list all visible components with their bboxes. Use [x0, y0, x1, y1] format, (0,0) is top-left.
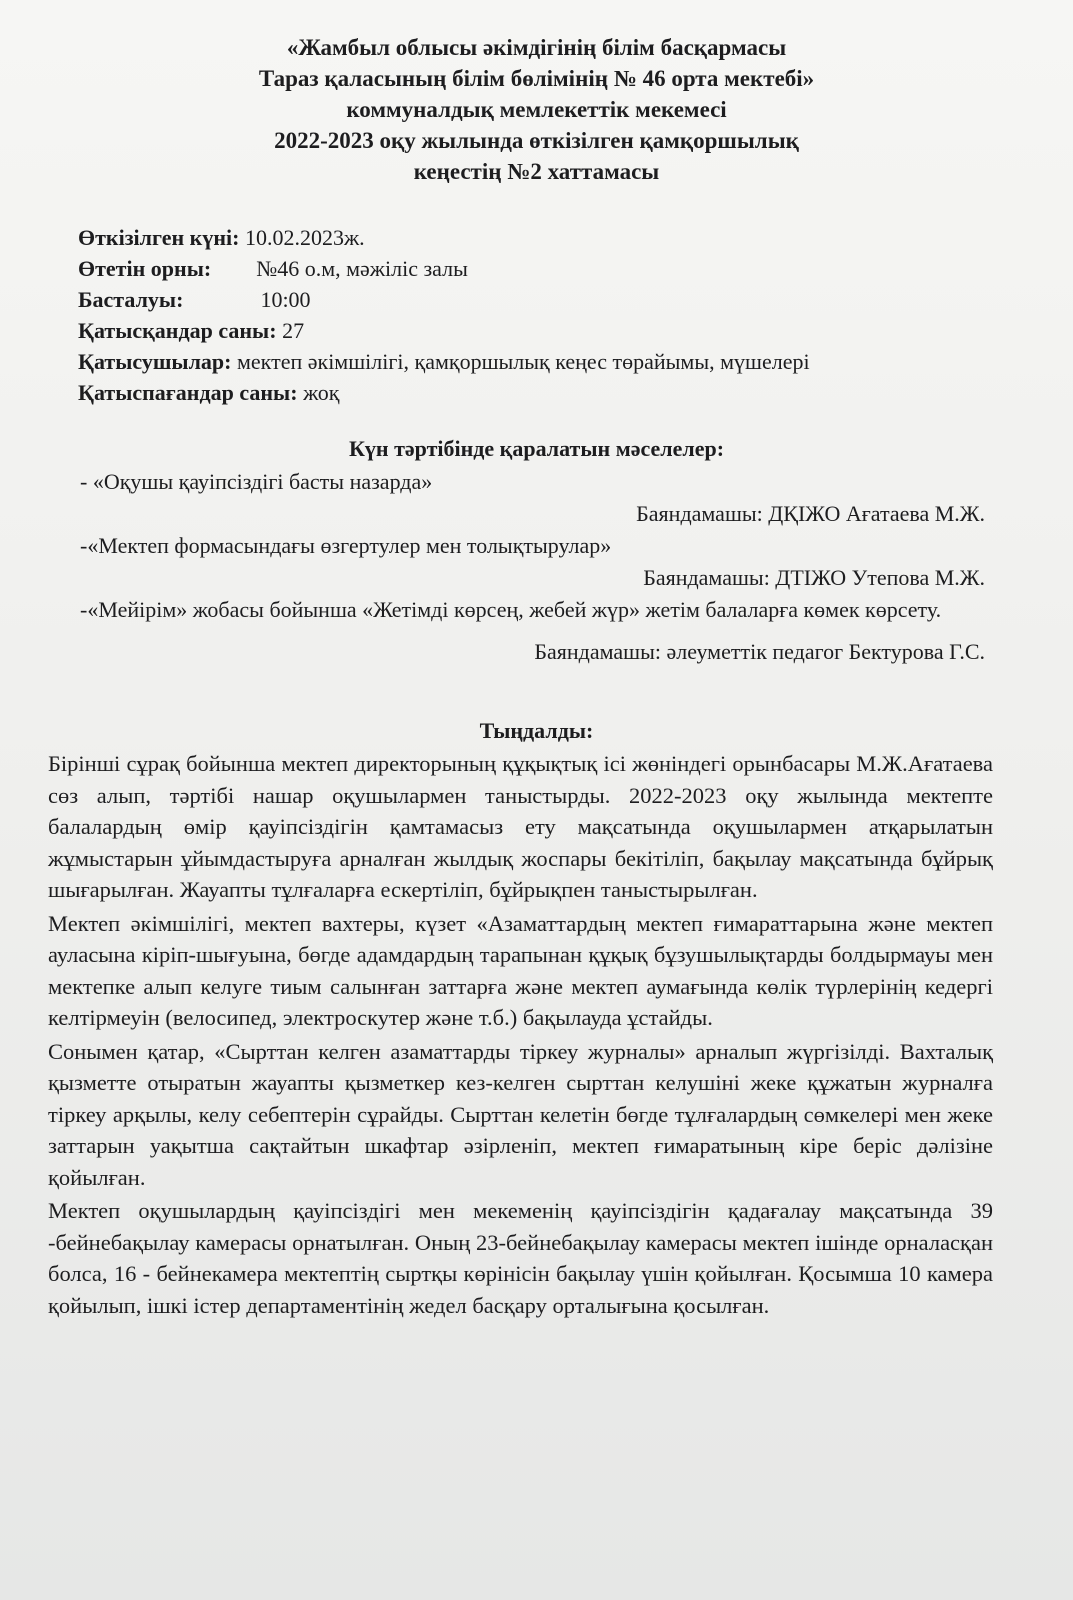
- body-paragraph: Бірінші сұрақ бойынша мектеп директорының құқықтық ісі жөніндегі орынбасары М.Ж.Ағатаева сөз алып, тәртібі нашар оқушылармен таныстырды. 2022-2023 оқу жылында мектепте балалардың өмір қауіпсіздігін қамтамасыз ету мақсатында оқушылармен атқарылатын жұмыстарын ұйымдастыруға арналған жылдық жоспары бекітіліп, бақылау мақсатында бұйрық шығарылған. Жауапты тұлғаларға ескертіліп, бұйрықпен таныстырылған.: [48, 751, 993, 902]
- participants-label: Қатысушылар:: [78, 349, 232, 374]
- heard-body: [48, 748, 993, 1323]
- absent-row: [78, 377, 1038, 408]
- header-line: коммуналдық мемлекеттік мекемесі: [346, 97, 727, 122]
- header-line: 2022-2023 оқу жылында өткізілген қамқоршылық: [274, 128, 799, 153]
- absent-label: Қатыспағандар саны:: [78, 380, 298, 405]
- date-row: [78, 222, 1038, 253]
- body-paragraph: Сонымен қатар, «Сырттан келген азаматтарды тіркеу журналы» арналып жүргізілді. Вахталық қызметте отыратын жауапты қызметкер кез-келген сырттан келушіні жеке құжатын журналға тіркеу арқылы, келу себептерін сұрайды. Сырттан келетін бөгде тұлғалардың сөмкелері мен жеке заттарын уақытша сақтайтын шкафтар әзірленіп, мектеп ғимаратының кіре беріс дәлізіне қойылған.: [48, 1038, 993, 1190]
- count-row: [78, 315, 1038, 346]
- agenda-title: Күн тәртібінде қаралатын мәселелер:: [348, 436, 725, 461]
- count-value: 27: [282, 318, 305, 343]
- participants-value: мектеп әкімшілігі, қамқоршылық кеңес төрайымы, мүшелері: [237, 349, 810, 374]
- count-label: Қатысқандар саны:: [78, 318, 277, 343]
- agenda-speaker: Баяндамашы: ДҚІЖО Ағатаева М.Ж.: [636, 501, 985, 526]
- body-paragraph: Мектеп оқушылардың қауіпсіздігі мен мекеменің қауіпсіздігін қадағалау мақсатында 39 -бейнебақылау камерасы орнатылған. Оның 23-бейнебақылау камерасы мектеп ішінде орналасқан болса, 16 - бейнекамера мектептің сыртқы көрінісін бақылау үшін қойылған. Қосымша 10 камера қойылып, ішкі істер департаментінің жедел басқару орталығына қосылған.: [48, 1198, 993, 1318]
- date-value: 10.02.2023ж.: [244, 225, 365, 250]
- place-label: Өтетін орны:: [78, 256, 212, 281]
- heard-title: Тыңдалды:: [479, 718, 594, 743]
- meeting-details: [78, 222, 1038, 408]
- agenda-list: [80, 466, 985, 668]
- body-paragraph: Мектеп әкімшілігі, мектеп вахтеры, күзет «Азаматтардың мектеп ғимараттарына және мектеп ауласына кіріп-шығуына, бөгде адамдардың тарапынан құқық бұзушылықтарды болдырмауы мен мектепке алып келуге тиым салынған заттарға және мектеп аумағында көлік түрлерінің кедергі келтірмеуін (велосипед, электроскутер және т.б.) бақылауда ұстайды.: [48, 910, 993, 1030]
- place-row: [78, 253, 1038, 284]
- date-label: Өткізілген күні:: [78, 225, 240, 250]
- start-value: 10:00: [260, 287, 311, 312]
- document-header: [0, 32, 1073, 187]
- agenda-speaker: Баяндамашы: әлеуметтік педагог Бектурова Г.С.: [534, 639, 985, 664]
- agenda-speaker: Баяндамашы: ДТІЖО Утепова М.Ж.: [643, 565, 985, 590]
- absent-value: жоқ: [303, 380, 340, 405]
- header-line: Тараз қаласының білім бөлімінің № 46 орта мектебі»: [258, 66, 815, 91]
- start-row: [78, 284, 1038, 315]
- agenda-item: -«Мейірім» жобасы бойынша «Жетімді көрсең, жебей жүр» жетім балаларға көмек көрсету.: [80, 597, 942, 622]
- agenda-item: - «Оқушы қауіпсіздігі басты назарда»: [80, 469, 433, 494]
- header-line: кеңестің №2 хаттамасы: [413, 159, 660, 184]
- participants-row: [78, 346, 1038, 377]
- place-value: №46 о.м, мәжіліс залы: [256, 256, 468, 281]
- start-label: Басталуы:: [78, 287, 184, 312]
- agenda-item: -«Мектеп формасындағы өзгертулер мен толықтырулар»: [80, 533, 612, 558]
- header-line: «Жамбыл облысы әкімдігінің білім басқармасы: [286, 35, 787, 60]
